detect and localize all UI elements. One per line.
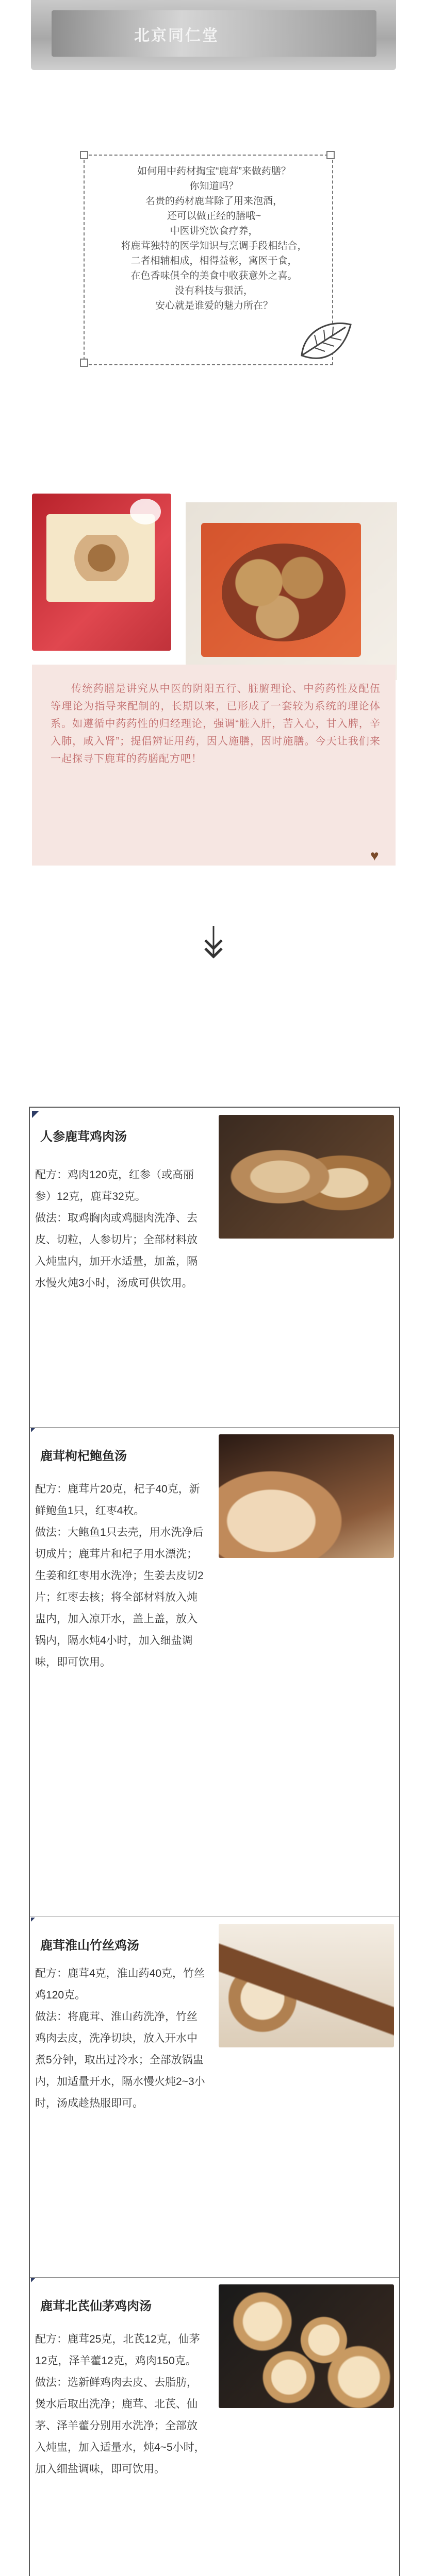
recipe-body: 配方：鸡肉120克，红参（或高丽参）12克，鹿茸32克。 做法：取鸡胸肉或鸡腿肉洗净、去皮、切粒，人参切片；全部材料放入炖盅内，加开水适量，加盖，隔水慢火炖3小时，汤成可供饮用。 [35, 1169, 198, 1289]
recipe-title: 人参鹿茸鸡肉汤 [40, 1130, 127, 1144]
frame-corner [326, 151, 335, 159]
intro-line: 如何用中药材掏宝“鹿茸”来做药膳？ [137, 166, 291, 177]
double-chevron-down-icon [202, 925, 225, 961]
store-sign: 北京同仁堂 [134, 27, 219, 45]
recipe-card [30, 1917, 399, 2278]
intro-line: 没有科技与狠活， [174, 285, 253, 296]
recipe-list [29, 1107, 400, 2576]
recipe-card [30, 1427, 399, 1917]
intro-line: 中医讲究饮食疗养， [170, 226, 258, 236]
recipe-body: 配方：鹿茸25克，北芪12克，仙茅12克，泽羊藿12克，鸡肉150克。 做法：选新鲜鸡肉去皮、去脂肪，煲水后取出洗净；鹿茸、北芪、仙茅、泽羊藿分别用水洗净；全部放入炖盅，加入适量水，炖4~5小时，加入细盐调味，即可饮用。 [35, 2333, 205, 2475]
intro-line: 在色香味俱全的美食中收获意外之喜。 [130, 270, 298, 281]
recipe-card [30, 1108, 399, 1428]
frame-corner [80, 151, 88, 159]
banner-photo [31, 0, 396, 70]
intro-line: 安心就是谁爱的魅力所在？ [155, 300, 273, 311]
intro-line: 你知道吗？ [189, 181, 239, 192]
intro-paragraph: 传统药膳是讲究从中医的阴阳五行、脏腑理论、中药药性及配伍等理论为指导来配制的，长期以来，已形成了一套较为系统的理论体系。如遵循中药药性的归经理论，强调“脏入肝，苦入心，甘入脾，辛入肺，咸入肾”；提倡辨证用药，因人施膳，因时施膳。今天让我们来一起探寻下鹿茸的药膳配方吧！ [51, 683, 381, 765]
recipe-title: 鹿茸枸杞鲍鱼汤 [40, 1449, 127, 1463]
recipe-body: 配方：鹿茸片20克，杞子40克，新鲜鲍鱼1只，红枣4枚。 做法：大鲍鱼1只去壳，用水洗净后切成片；鹿茸片和杞子用水漂洗；生姜和红枣用水洗净；生姜去皮切2片；红枣去核；将全部材料放入炖盅内，加入凉开水，盖上盖，放入锅内，隔水炖4小时，加入细盐调味，即可饮用。 [35, 1483, 204, 1668]
recipe-photo [219, 1924, 394, 2047]
corner-marker [31, 2278, 35, 2282]
recipe-photo [219, 1115, 394, 1239]
corner-marker [31, 1918, 35, 1922]
recipe-title: 鹿茸淮山竹丝鸡汤 [40, 1939, 139, 1953]
recipe-photo [219, 2284, 394, 2408]
corner-marker [32, 1111, 39, 1118]
recipe-photo [219, 1434, 394, 1558]
frame-corner [80, 359, 88, 367]
antler-slices-photo [186, 502, 397, 680]
corner-marker [31, 1428, 35, 1432]
leaf-icon [294, 314, 356, 376]
product-gift-box-photo [32, 494, 171, 651]
recipe-body: 配方：鹿茸4克，淮山药40克，竹丝鸡120克。 做法：将鹿茸、淮山药洗净，竹丝鸡肉去皮，洗净切块，放入开水中煮5分钟，取出过冷水；全部放锅盅内，加适量开水，隔水慢火炖2~3小时，汤成趁热服即可。 [35, 1968, 205, 2109]
recipe-title: 鹿茸北芪仙茅鸡肉汤 [40, 2299, 152, 2313]
intro-text [93, 164, 335, 313]
heart-icon: ♥ [370, 848, 379, 863]
recipe-card [30, 2277, 399, 2576]
intro-line: 将鹿茸独特的医学知识与烹调手段相结合， [121, 241, 307, 251]
intro-line: 还可以做正经的膳哦~ [167, 211, 261, 222]
intro-line: 二者相辅相成，相得益彰，寓医于食， [130, 256, 298, 266]
intro-line: 名贵的药材鹿茸除了用来泡酒， [145, 196, 283, 207]
